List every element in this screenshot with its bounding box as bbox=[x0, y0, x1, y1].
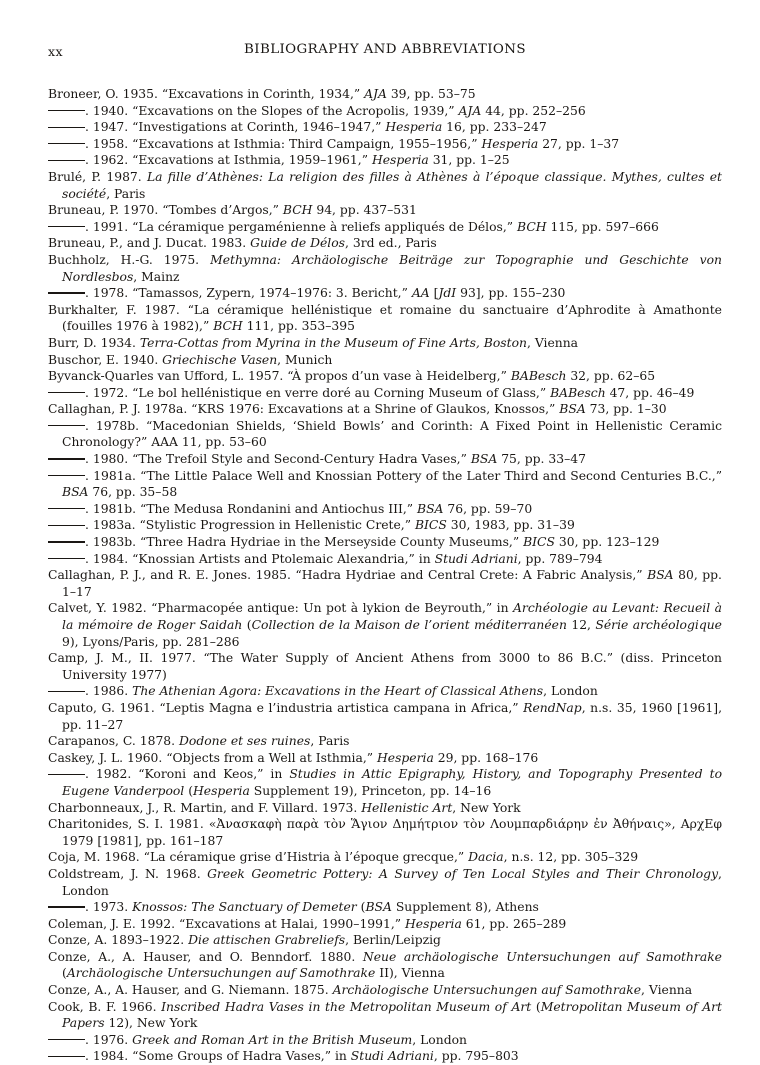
entry-text: . 1984. “Some Groups of Hadra Vases,” in bbox=[85, 1049, 351, 1064]
bib-entry bbox=[48, 152, 722, 169]
repeat-author-dash bbox=[48, 508, 85, 509]
repeat-author-dash bbox=[48, 292, 85, 293]
bib-entry bbox=[48, 385, 722, 402]
entry-title-italic: Hesperia bbox=[193, 783, 250, 798]
entry-text: 29, pp. 168–176 bbox=[433, 750, 539, 765]
entry-text: Conze, A., A. Hauser, and O. Benndorf. 1880. bbox=[48, 949, 363, 964]
entry-title-italic: Griechische Vasen bbox=[162, 352, 278, 367]
entry-text: , London bbox=[543, 684, 598, 699]
entry-title-italic: Guide de Délos bbox=[250, 236, 346, 251]
entry-title-italic: Hesperia bbox=[481, 136, 539, 151]
repeat-author-dash bbox=[48, 774, 85, 775]
entry-text: ( bbox=[62, 966, 67, 981]
entry-title-italic: Archäologische Untersuchungen auf Samothrake bbox=[66, 966, 376, 981]
entry-title-italic: AJA bbox=[458, 103, 482, 118]
entry-text: . 1981a. “The Little Palace Well and Knossian Pottery of the Later Third and Second Centuries B.C.,” bbox=[85, 468, 722, 483]
entry-text: . 1962. “Excavations at Isthmia, 1959–1961,” bbox=[85, 153, 372, 168]
entry-text: Burkhalter, F. 1987. “La céramique hellénistique et romaine du sanctuaire d’Aphrodite à Amathonte (fouilles 1976 à 1982),” bbox=[48, 302, 722, 334]
entry-text: Buschor, E. 1940. bbox=[48, 352, 163, 367]
bib-entry bbox=[48, 750, 722, 767]
entry-title-italic: Collection de la Maison de l’orient méditerranéen bbox=[251, 618, 567, 632]
entry-text: Caputo, G. 1961. “Leptis Magna e l’industria artistica campana in Africa,” bbox=[48, 700, 524, 715]
bib-entry bbox=[48, 86, 722, 103]
entry-text: 75, pp. 33–47 bbox=[497, 452, 586, 467]
bib-entry bbox=[48, 119, 722, 136]
entry-text: , Berlin/Leipzig bbox=[345, 933, 441, 948]
bib-entry bbox=[48, 700, 722, 733]
entry-title-italic: Hellenistic Art bbox=[361, 800, 453, 815]
entry-text: . 1976. bbox=[85, 1032, 133, 1047]
bib-entry bbox=[48, 949, 722, 982]
entry-text: Coldstream, J. N. 1968. bbox=[48, 866, 208, 881]
bib-entry bbox=[48, 999, 722, 1032]
entry-title-italic: BCH bbox=[517, 219, 547, 234]
entry-title-italic: Inscribed Hadra Vases in the Metropolitan Museum of Art bbox=[161, 999, 532, 1014]
bib-entry bbox=[48, 451, 722, 468]
repeat-author-dash bbox=[48, 525, 85, 526]
bib-entry bbox=[48, 468, 722, 501]
repeat-author-dash bbox=[48, 226, 85, 227]
page-header bbox=[48, 42, 722, 60]
bib-entry bbox=[48, 169, 722, 202]
entry-text: 9), Lyons/Paris, pp. 281–286 bbox=[62, 634, 240, 649]
entry-title-italic: BICS bbox=[523, 535, 555, 550]
entry-title-italic: BSA bbox=[647, 568, 674, 583]
entry-title-italic: Methymna: Archäologische Beiträge zur Topographie und Geschichte von Nordlesbos bbox=[62, 252, 722, 284]
entry-text: 115, pp. 597–666 bbox=[546, 219, 659, 234]
entry-text: ( bbox=[531, 999, 541, 1014]
entry-title-italic: Studi Adriani bbox=[434, 551, 518, 566]
entry-text: 32, pp. 62–65 bbox=[566, 369, 656, 384]
entry-title-italic: Dacia bbox=[468, 850, 504, 865]
repeat-author-dash bbox=[48, 458, 85, 459]
entry-text: Conze, A. 1893–1922. bbox=[48, 933, 189, 948]
entry-title-italic: La fille d’Athènes: La religion des filles à Athènes à l’époque classique. Mythes, cultes et société bbox=[62, 169, 722, 201]
entry-title-italic: BICS bbox=[414, 518, 447, 533]
bib-entry bbox=[48, 800, 722, 817]
entry-text: 93], pp. 155–230 bbox=[456, 286, 566, 301]
entry-text: . 1982. “Koroni and Keos,” in bbox=[85, 767, 290, 782]
entry-text: Charitonides, S. I. 1981. «Ἀνασκαφὴ παρὰ τὸν Ἅγιον Δημήτριον τὸν Λουμπαρδιάρην ἐν Ἀθήναις», ΑρχΕφ 1979 [1981], pp. 161–187 bbox=[48, 817, 722, 848]
bib-entry bbox=[48, 103, 722, 120]
bib-entry bbox=[48, 866, 722, 899]
entry-text: . 1984. “Knossian Artists and Ptolemaic Alexandria,” in bbox=[85, 551, 435, 566]
entry-text: Conze, A., A. Hauser, and G. Niemann. 1875. bbox=[48, 983, 333, 998]
bib-entry bbox=[48, 899, 722, 916]
entry-title-italic: The Athenian Agora: Excavations in the Heart of Classical Athens bbox=[132, 684, 544, 699]
bib-entry bbox=[48, 418, 722, 451]
entry-text: . 1978b. “Macedonian Shields, ‘Shield Bowls’ and Corinth: A Fixed Point in Hellenistic Ceramic Chronology?” AAA 11, pp. 53–60 bbox=[62, 418, 722, 450]
entry-text: Charbonneaux, J., R. Martin, and F. Villard. 1973. bbox=[48, 800, 362, 815]
entry-text: II), Vienna bbox=[375, 966, 445, 981]
bib-entry bbox=[48, 368, 722, 385]
entry-text: . 1978. “Tamassos, Zypern, 1974–1976: 3. Bericht,” bbox=[85, 286, 412, 301]
entry-title-italic: BABesch bbox=[550, 385, 606, 400]
entry-title-italic: Série archéologique bbox=[595, 618, 722, 632]
entry-title-italic: BSA bbox=[559, 402, 586, 417]
entry-text: , Munich bbox=[277, 352, 333, 367]
entry-title-italic: BABesch bbox=[510, 369, 567, 384]
repeat-author-dash bbox=[48, 1056, 85, 1057]
entry-text: 76, pp. 35–58 bbox=[88, 485, 178, 500]
entry-text: , London bbox=[62, 866, 722, 898]
entry-title-italic: Hesperia bbox=[371, 153, 429, 168]
repeat-author-dash bbox=[48, 143, 85, 144]
bib-entry bbox=[48, 501, 722, 518]
repeat-author-dash bbox=[48, 475, 85, 476]
running-head: BIBLIOGRAPHY AND ABBREVIATIONS bbox=[244, 42, 526, 57]
entry-text: Supplement 8), Athens bbox=[391, 900, 539, 915]
entry-text: 30, pp. 123–129 bbox=[554, 535, 660, 550]
entry-text: 73, pp. 1–30 bbox=[585, 402, 667, 417]
bib-entry bbox=[48, 551, 722, 568]
repeat-author-dash bbox=[48, 906, 85, 907]
entry-text: Coja, M. 1968. “La céramique grise d’Histria à l’époque grecque,” bbox=[48, 850, 469, 865]
repeat-author-dash bbox=[48, 541, 85, 542]
entry-text: . 1940. “Excavations on the Slopes of the Acropolis, 1939,” bbox=[85, 103, 459, 118]
entry-text: . 1947. “Investigations at Corinth, 1946–1947,” bbox=[85, 120, 386, 135]
entry-text: , pp. 795–803 bbox=[433, 1049, 519, 1064]
entry-text: ( bbox=[242, 618, 252, 632]
entry-text: Supplement 19), Princeton, pp. 14–16 bbox=[249, 783, 492, 798]
entry-text: Byvanck-Quarles van Ufford, L. 1957. “À propos d’un vase à Heidelberg,” bbox=[48, 369, 511, 384]
entry-title-italic: BSA bbox=[365, 900, 392, 915]
entry-title-italic: Neue archäologische Untersuchungen auf Samothrake bbox=[362, 949, 722, 964]
entry-title-italic: BSA bbox=[62, 485, 89, 500]
bib-entry bbox=[48, 235, 722, 252]
entry-title-italic: Hesperia bbox=[405, 916, 462, 931]
bib-entry bbox=[48, 1048, 722, 1065]
entry-text: Broneer, O. 1935. “Excavations in Corinth, 1934,” bbox=[48, 87, 365, 101]
repeat-author-dash bbox=[48, 392, 85, 393]
entry-text: Bruneau, P., and J. Ducat. 1983. bbox=[48, 236, 251, 251]
bib-entry bbox=[48, 683, 722, 700]
bib-entry bbox=[48, 766, 722, 799]
entry-text: Carapanos, C. 1878. bbox=[48, 734, 180, 749]
entry-text: 16, pp. 233–247 bbox=[442, 120, 547, 135]
entry-text: 80, pp. 1–17 bbox=[62, 568, 722, 599]
entry-text: 30, 1983, pp. 31–39 bbox=[446, 518, 575, 533]
bib-entry bbox=[48, 219, 722, 236]
bib-entry bbox=[48, 1032, 722, 1049]
entry-text: Calvet, Y. 1982. “Pharmacopée antique: Un pot à lykion de Beyrouth,” in bbox=[48, 601, 514, 616]
entry-title-italic: JdI bbox=[438, 286, 457, 301]
repeat-author-dash bbox=[48, 425, 85, 426]
entry-text: 12), New York bbox=[104, 1016, 198, 1031]
bib-entry bbox=[48, 849, 722, 866]
bib-entry bbox=[48, 302, 722, 335]
repeat-author-dash bbox=[48, 691, 85, 692]
bib-entry bbox=[48, 733, 722, 750]
entry-text: . 1983b. “Three Hadra Hydriae in the Merseyside County Museums,” bbox=[85, 535, 524, 550]
bib-entry bbox=[48, 252, 722, 285]
entry-title-italic: Hesperia bbox=[377, 750, 434, 765]
bib-entry bbox=[48, 816, 722, 849]
repeat-author-dash bbox=[48, 160, 85, 161]
entry-text: Camp, J. M., II. 1977. “The Water Supply of Ancient Athens from 3000 to 86 B.C.” (diss. Princeton University 1977) bbox=[48, 651, 722, 682]
bib-entry bbox=[48, 352, 722, 369]
entry-text: , New York bbox=[452, 800, 521, 815]
entry-title-italic: AJA bbox=[364, 87, 387, 101]
entry-text: . 1980. “The Trefoil Style and Second-Century Hadra Vases,” bbox=[85, 452, 471, 467]
entry-text: , pp. 789–794 bbox=[517, 551, 603, 566]
repeat-author-dash bbox=[48, 1039, 85, 1040]
bib-entry bbox=[48, 534, 722, 551]
entry-title-italic: Studies in Attic Epigraphy, History, and Topography Presented to Eugene Vanderpool bbox=[62, 767, 722, 798]
entry-text: . 1973. bbox=[85, 900, 133, 915]
entry-text: . 1972. “Le bol hellénistique en verre doré au Corning Museum of Glass,” bbox=[85, 385, 551, 400]
bib-entry bbox=[48, 285, 722, 302]
entry-title-italic: BCH bbox=[213, 319, 243, 334]
entry-text: , Paris bbox=[310, 734, 350, 749]
entry-text: Callaghan, P. J., and R. E. Jones. 1985. “Hadra Hydriae and Central Crete: A Fabric Analysis,” bbox=[48, 568, 648, 583]
entry-title-italic: Archéologie au Levant: Recueil à la mémoire de Roger Saidah bbox=[62, 601, 722, 632]
entry-text: ( bbox=[356, 900, 366, 915]
entry-text: , Vienna bbox=[641, 983, 693, 998]
entry-text: ( bbox=[184, 783, 194, 798]
entry-title-italic: Terra-Cottas from Myrina in the Museum of Fine Arts, Boston bbox=[139, 335, 527, 350]
entry-text: 111, pp. 353–395 bbox=[242, 319, 355, 334]
entry-title-italic: Hesperia bbox=[385, 120, 443, 135]
entry-title-italic: Metropolitan Museum of Art Papers bbox=[62, 999, 722, 1031]
repeat-author-dash bbox=[48, 127, 85, 128]
entry-text: , 3rd ed., Paris bbox=[345, 236, 437, 251]
entry-title-italic: Die attischen Grabreliefs bbox=[188, 933, 346, 948]
entry-text: . 1986. bbox=[85, 684, 133, 699]
entry-text: , Vienna bbox=[526, 335, 579, 350]
entry-text: , London bbox=[412, 1032, 467, 1047]
entry-text: Caskey, J. L. 1960. “Objects from a Well at Isthmia,” bbox=[48, 750, 377, 765]
entry-title-italic: BCH bbox=[282, 203, 313, 218]
entry-text: , n.s. 35, 1960 [1961], pp. 11–27 bbox=[62, 700, 722, 732]
bibliography-list bbox=[48, 86, 722, 1065]
entry-text: 94, pp. 437–531 bbox=[312, 203, 417, 218]
bib-entry bbox=[48, 335, 722, 352]
entry-text: Coleman, J. E. 1992. “Excavations at Halai, 1990–1991,” bbox=[48, 916, 406, 931]
entry-text: [ bbox=[429, 286, 439, 301]
entry-title-italic: Greek and Roman Art in the British Museum bbox=[132, 1032, 413, 1047]
entry-text: 76, pp. 59–70 bbox=[443, 501, 533, 516]
entry-text: 31, pp. 1–25 bbox=[428, 153, 510, 168]
entry-text: Buchholz, H.-G. 1975. bbox=[48, 252, 211, 267]
entry-text: 47, pp. 46–49 bbox=[605, 385, 695, 400]
bib-entry bbox=[48, 650, 722, 683]
entry-text: Bruneau, P. 1970. “Tombes d’Argos,” bbox=[48, 203, 283, 218]
entry-text: Callaghan, P. J. 1978a. “KRS 1976: Excavations at a Shrine of Glaukos, Knossos,” bbox=[48, 402, 560, 417]
entry-text: , Paris bbox=[106, 186, 146, 201]
bib-entry bbox=[48, 567, 722, 600]
entry-text: , n.s. 12, pp. 305–329 bbox=[503, 850, 639, 865]
entry-text: Cook, B. F. 1966. bbox=[48, 999, 162, 1014]
entry-text: 39, pp. 53–75 bbox=[386, 87, 476, 101]
entry-text: . 1958. “Excavations at Isthmia: Third Campaign, 1955–1956,” bbox=[85, 136, 482, 151]
entry-text: 27, pp. 1–37 bbox=[538, 136, 620, 151]
entry-text: . 1981b. “The Medusa Rondanini and Antiochus III,” bbox=[85, 501, 417, 516]
bib-entry bbox=[48, 932, 722, 949]
entry-text: 44, pp. 252–256 bbox=[481, 103, 586, 118]
bib-entry bbox=[48, 136, 722, 153]
entry-title-italic: RendNap bbox=[523, 700, 582, 715]
entry-title-italic: Greek Geometric Pottery: A Survey of Ten Local Styles and Their Chronology bbox=[207, 866, 719, 881]
entry-text: Brulé, P. 1987. bbox=[48, 169, 147, 184]
bib-entry bbox=[48, 517, 722, 534]
entry-title-italic: BSA bbox=[417, 501, 444, 516]
bib-entry bbox=[48, 600, 722, 650]
bib-entry bbox=[48, 916, 722, 933]
page-number: xx bbox=[48, 44, 64, 59]
entry-text: Burr, D. 1934. bbox=[48, 335, 140, 350]
entry-title-italic: AA bbox=[411, 286, 430, 301]
entry-text: 61, pp. 265–289 bbox=[461, 916, 567, 931]
entry-title-italic: Knossos: The Sanctuary of Demeter bbox=[132, 900, 357, 915]
repeat-author-dash bbox=[48, 110, 85, 111]
entry-title-italic: Dodone et ses ruines bbox=[179, 734, 311, 749]
repeat-author-dash bbox=[48, 558, 85, 559]
entry-title-italic: BSA bbox=[470, 452, 498, 467]
entry-text: , Mainz bbox=[133, 269, 180, 284]
entry-text: . 1991. “La céramique pergaménienne à reliefs appliqués de Délos,” bbox=[85, 219, 518, 234]
bib-entry bbox=[48, 982, 722, 999]
entry-text: 12, bbox=[566, 618, 596, 632]
entry-title-italic: Studi Adriani bbox=[350, 1049, 434, 1064]
entry-text: . 1983a. “Stylistic Progression in Hellenistic Crete,” bbox=[85, 518, 415, 533]
bib-entry bbox=[48, 401, 722, 418]
entry-title-italic: Archäologische Untersuchungen auf Samothrake bbox=[332, 983, 642, 998]
bib-entry bbox=[48, 202, 722, 219]
